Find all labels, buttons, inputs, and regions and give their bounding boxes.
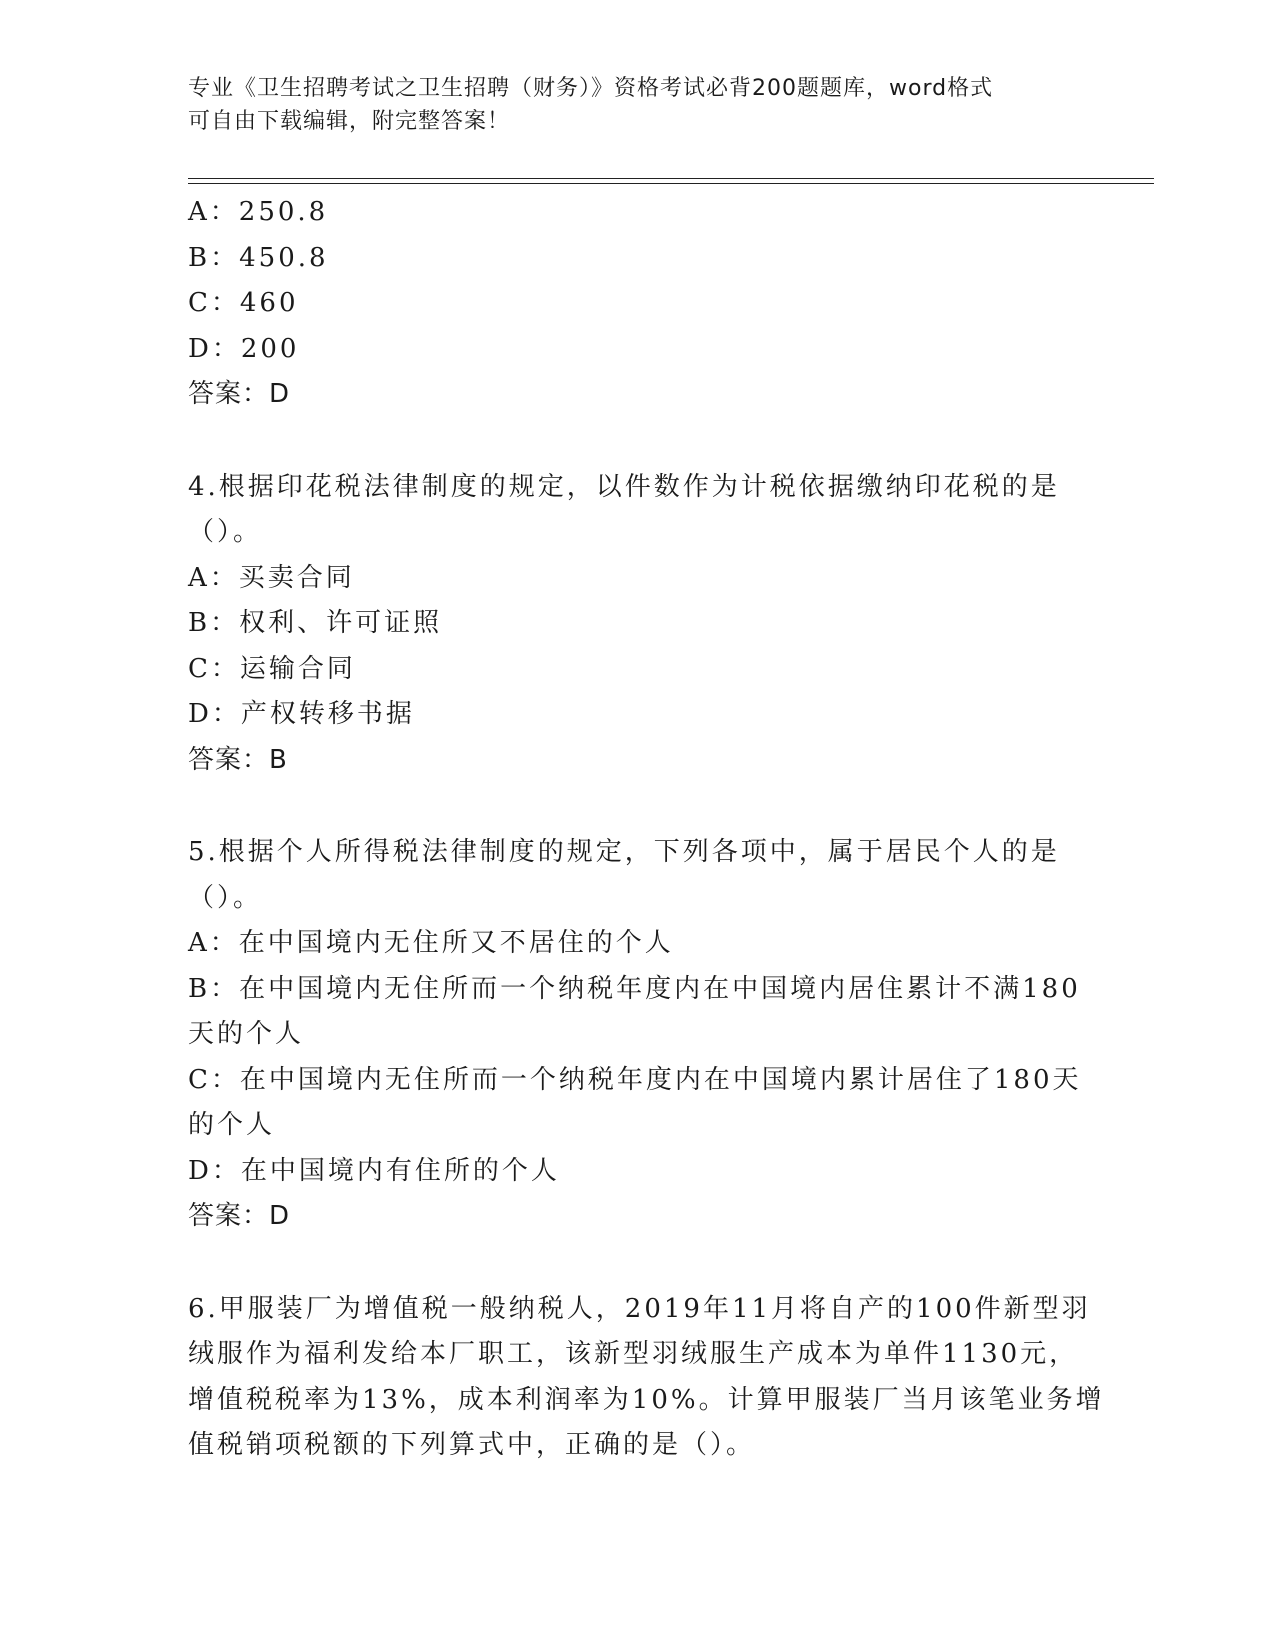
- option-d: D：200: [188, 333, 300, 364]
- question-stem-line: （）。: [188, 517, 263, 547]
- option-b: B：在中国境内无住所而一个纳税年度内在中国境内居住累计不满180: [188, 973, 1081, 1004]
- option-b: B：450.8: [188, 242, 329, 273]
- option-c-continued: 的个人: [188, 1110, 276, 1140]
- answer: 答案：D: [188, 379, 291, 409]
- option-b: B：权利、许可证照: [188, 608, 443, 638]
- header-rule-top: [188, 178, 1154, 179]
- question-3: [188, 190, 1088, 418]
- question-stem-line: 6.甲服装厂为增值税一般纳税人，2019年11月将自产的100件新型羽: [188, 1293, 1091, 1324]
- option-c: C：在中国境内无住所而一个纳税年度内在中国境内累计居住了180天: [188, 1064, 1082, 1095]
- option-a: A：在中国境内无住所又不居住的个人: [188, 928, 674, 958]
- question-stem-line: 绒服作为福利发给本厂职工，该新型羽绒服生产成本为单件1130元，: [188, 1339, 1079, 1369]
- option-b-continued: 天的个人: [188, 1019, 305, 1049]
- page-header: [188, 72, 1068, 138]
- question-stem-line: 值税销项税额的下列算式中，正确的是（）。: [188, 1430, 756, 1460]
- header-rule-bottom: [188, 183, 1154, 184]
- answer: 答案：D: [188, 1201, 291, 1231]
- option-d: D：产权转移书据: [188, 699, 415, 729]
- option-c: C：运输合同: [188, 653, 356, 684]
- question-stem-line: （）。: [188, 882, 263, 913]
- question-stem-line: 4.根据印花税法律制度的规定，以件数作为计税依据缴纳印花税的是: [188, 471, 1060, 502]
- question-4: [188, 465, 1088, 784]
- header-line-2: 可自由下载编辑，附完整答案！: [188, 109, 511, 134]
- header-line-1: 专业《卫生招聘考试之卫生招聘（财务）》资格考试必背200题题库，word格式: [188, 76, 994, 101]
- option-d: D：在中国境内有住所的个人: [188, 1155, 560, 1186]
- option-c: C：460: [188, 288, 299, 318]
- question-content: [188, 190, 1105, 1469]
- question-stem-line: 增值税税率为13%，成本利润率为10%。计算甲服装厂当月该笔业务增: [188, 1384, 1105, 1415]
- question-5: [188, 830, 1088, 1240]
- option-a: A：250.8: [188, 197, 329, 227]
- question-6: [188, 1287, 1105, 1469]
- question-stem-line: 5.根据个人所得税法律制度的规定，下列各项中，属于居民个人的是: [188, 837, 1060, 867]
- answer: 答案：B: [188, 744, 288, 775]
- option-a: A：买卖合同: [188, 562, 355, 593]
